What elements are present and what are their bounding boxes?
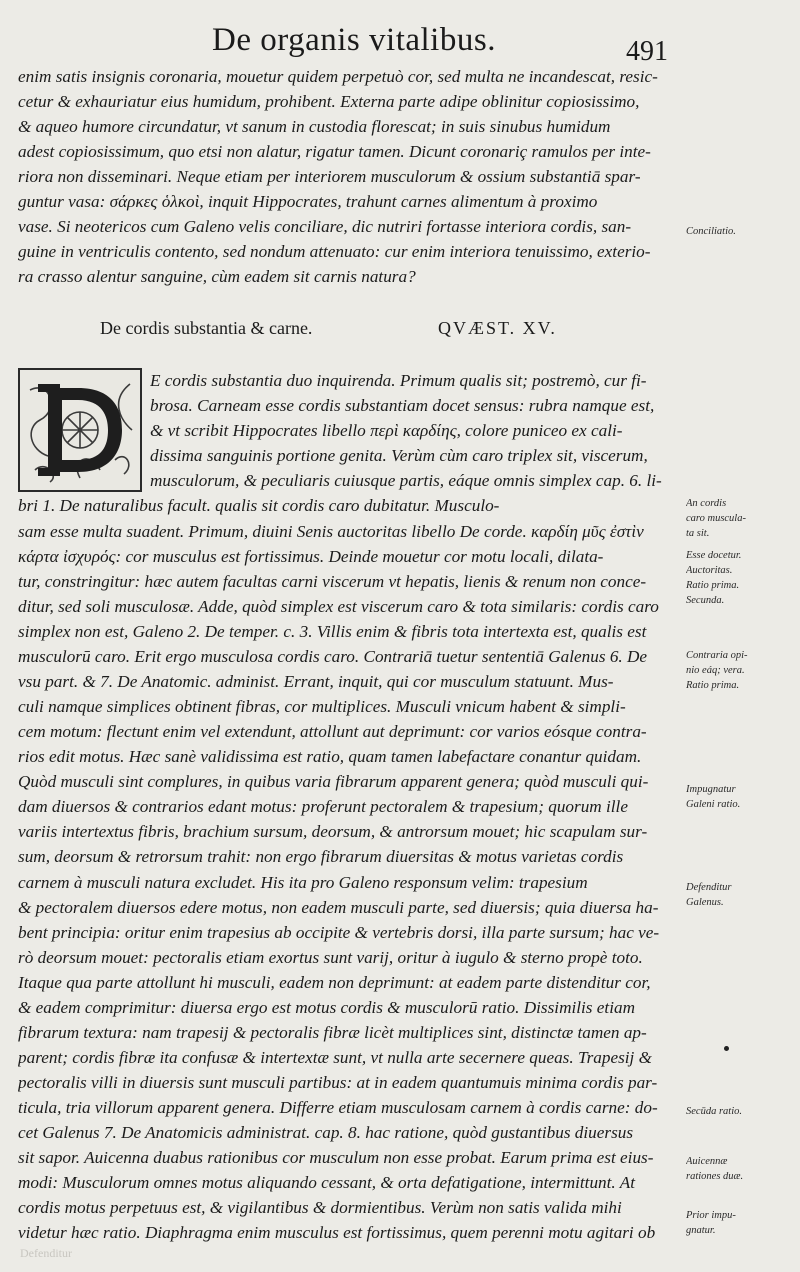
show-through-text: Defenditur [20,1246,72,1260]
decorated-initial [18,368,142,492]
text-line: vase. Si neotericos cum Galeno velis conciliare, dic nutriri fortasse interiora cordis, san- [18,217,632,236]
text-line: & vt scribit Hippocrates libello περὶ καρδίης, colore puniceo ex cali- [150,421,623,440]
text-line: adest copiosissimum, quo etsi non alatur, rigatur tamen. Dicunt coronariç ramulos per inte- [18,142,651,161]
text-line: ticula, tria villorum apparent genera. Differre etiam musculosam carnem à cordis carne: do- [18,1098,658,1117]
text-line: ra crasso alentur sanguine, cùm eadem sit carnis natura? [18,267,416,286]
text-line: sum, deorsum & retrorsum trahit: non ergo fibrarum diuersitas & motus varietas cordis [18,847,624,866]
text-line: & pectoralem diuersos edere motus, non eadem musculi parte, sed diuersis; quia diuersa ha- [18,898,659,917]
text-line: carnem à musculi natura excludet. His ita pro Galeno responsum velim: trapesium [18,873,588,892]
text-line: κάρτα ἰσχυρός: cor musculus est fortissimus. Deinde mouetur cor motu locali, dilata- [18,547,604,566]
text-line: & eadem comprimitur: diuersa ergo est motus cordis & musculorū ratio. Dissimilis etiam [18,998,635,1017]
running-header: De organis vitalibus. [212,22,496,58]
text-line: videtur hæc ratio. Diaphragma enim musculus est fortissimus, quem perenni motu agitari ob [18,1223,656,1242]
ink-dot [724,1046,729,1051]
text-line: guntur vasa: σάρκες ὁλκοὶ, inquit Hippocrates, trahunt carnes alimentum à proximo [18,192,598,211]
text-line: enim satis insignis coronaria, mouetur quidem perpetuò cor, sed multa ne incandescat, resic- [18,67,658,86]
text-line: sam esse multa suadent. Primum, diuini Senis auctoritas libello De corde. καρδίη μῦς ἐστὶν [18,522,644,541]
text-line: guine in ventriculis contento, sed nondum attenuato: cur enim interiora tenuissimo, exterio- [18,242,651,261]
text-line: musculorū caro. Erit ergo musculosa cordis caro. Contrariā tuetur sententiā Galenus 6. De [18,647,648,666]
margin-note: Defenditur Galenus. [686,882,732,908]
text-line: variis intertextus fibris, brachium sursum, deorsum, & antrorsum mouet; hic scapulam sur- [18,822,648,841]
question-label: QVÆST. XV. [438,318,557,338]
text-line: simplex non est, Galeno 2. De temper. c. 3. Villis enim & fibris tota intertexta est, qualis est [18,622,647,641]
text-line: sit sapor. Auicenna duabus rationibus cor musculum non esse probat. Earum prima est eius- [18,1148,654,1167]
text-line: dissima sanguinis portione genita. Verùm cùm caro triplex sit, viscerum, [150,446,648,465]
floral-ornament-icon [20,370,140,490]
margin-note: Auicennæ rationes duæ. [686,1156,744,1182]
margin-note: Impugnatur Galeni ratio. [686,784,741,810]
text-line: modi: Musculorum omnes motus aliquando cessant, & orta defatigatione, intermittunt. At [18,1173,635,1192]
text-line: pectoralis villi in diuersis sunt musculi partibus: at in eadem quantumuis minima cordis par- [18,1073,658,1092]
text-line: bri 1. De naturalibus facult. qualis sit cordis caro dubitatur. Musculo- [18,496,500,515]
margin-note: Prior impu- gnatur. [686,1210,736,1236]
text-line: fibrarum textura: nam trapesij & pectoralis fibræ licèt multiplices sint, distinctæ tamen ap- [18,1023,647,1042]
text-line: cet Galenus 7. De Anatomicis administrat. cap. 8. hac ratione, quòd gustantibus diuersus [18,1123,634,1142]
margin-note: Contraria opi- nio eáq; vera. Ratio prima. [686,650,748,691]
text-line: cem motum: flectunt enim vel extendunt, attollunt aut deprimunt: cor varios eósque contra- [18,722,647,741]
text-line: vsu part. & 7. De Anatomic. administ. Errant, inquit, qui cor musculum statuunt. Mus- [18,672,614,691]
text-line: riora non disseminari. Neque etiam per interiorem musculorum & ossium substantiā spar- [18,167,641,186]
page-number: 491 [626,36,668,67]
text-line: & aqueo humore circundatur, vt sanum in custodia florescat; in suis sinubus humidum [18,117,611,136]
section-title: De cordis substantia & carne. [100,318,313,338]
text-line: dam diuersos & contrarios edant motus: proferunt pectoralem & trapesium; quorum ille [18,797,628,816]
margin-note: Secūda ratio. [686,1106,742,1117]
text-line: parent; cordis fibræ ita confusæ & intertextæ sunt, vt nulla arte secernere queas. Trapesij & [18,1048,652,1067]
text-line: musculorum, & peculiaris cuiusque partis, eáque omnis simplex cap. 6. li- [150,471,662,490]
text-line: cordis motus perpetuus est, & vigilantibus & dormientibus. Verùm non satis valida mihi [18,1198,622,1217]
text-line: Itaque qua parte attollunt hi musculi, eadem non deprimunt: at eadem parte distenditur cor, [18,973,651,992]
text-line: rò deorsum mouet: pectoralis etiam exortus sunt varij, oritur à iugulo & sterno propè toto. [18,948,643,967]
margin-note: Esse docetur. Auctoritas. Ratio prima. Secunda. [686,550,742,606]
text-line: culi namque simplices obtinent fibras, cor multiplices. Musculi vnicum habent & simpli- [18,697,626,716]
text-line: E cordis substantia duo inquirenda. Primum qualis sit; postremò, cur fi- [150,371,647,390]
text-line: brosa. Carneam esse cordis substantiam docet sensus: rubra namque est, [150,396,655,415]
text-line: cetur & exhauriatur eius humidum, prohibent. Externa parte adipe oblinitur copiosissimo, [18,92,640,111]
text-line: bent principia: oritur enim trapesius ab occipite & vertebris dorsi, illa parte sursum; hac ve- [18,923,660,942]
margin-note: Conciliatio. [686,226,736,237]
margin-note: An cordis caro muscula- ta sit. [686,498,746,539]
text-line: tur, constringitur: hæc autem facultas carni viscerum vt hepatis, lienis & renum non conce- [18,572,647,591]
text-line: Quòd musculi sint complures, in quibus varia fibrarum apparent genera; quòd musculi qui- [18,772,649,791]
text-line: ditur, sed soli musculosæ. Adde, quòd simplex est viscerum caro & tota similaris: cordis caro [18,597,659,616]
text-line: rios edit motus. Hæc sanè validissima est ratio, quam tamen labefactare conantur quidam. [18,747,642,766]
